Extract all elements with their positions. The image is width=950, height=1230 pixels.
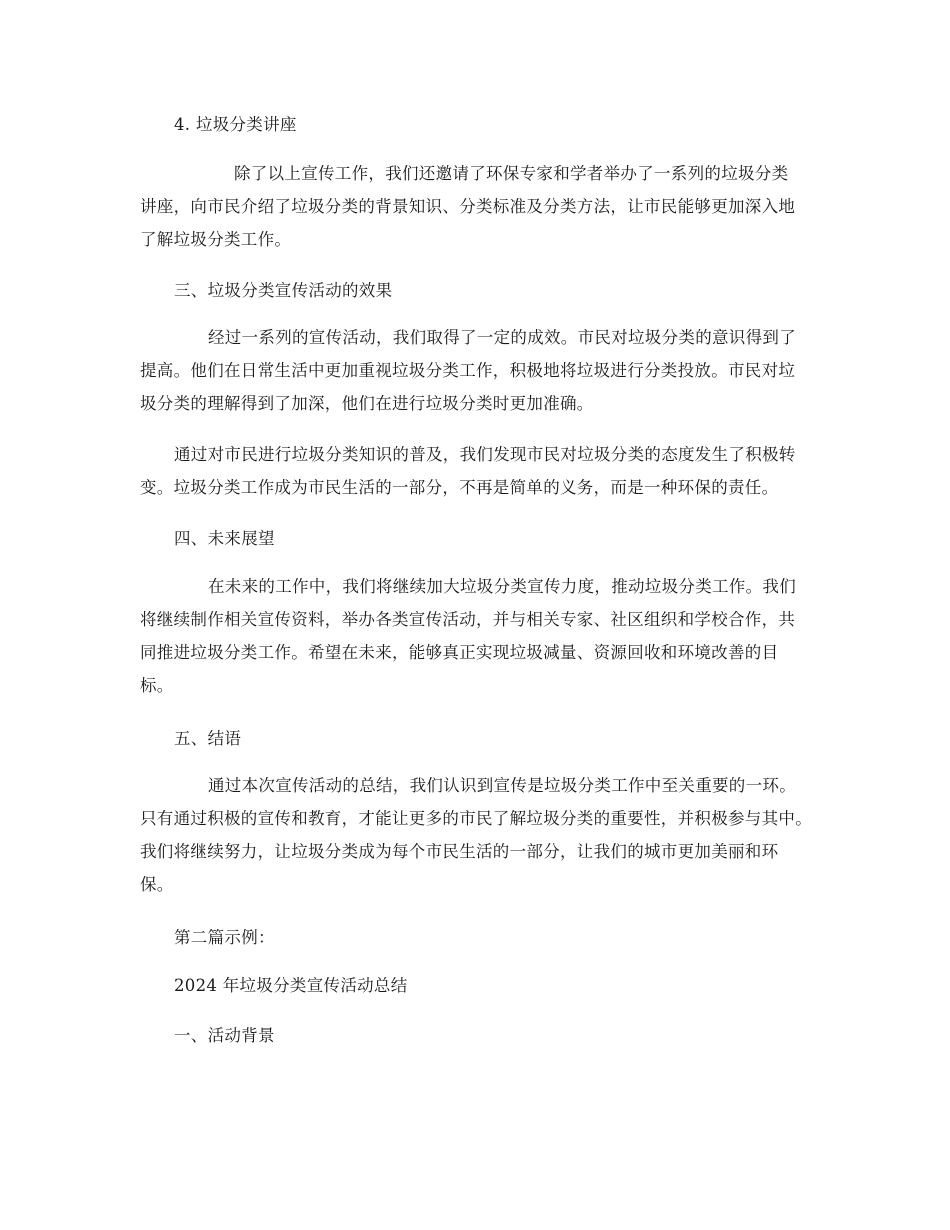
paragraph-line: 标。 [140, 676, 174, 695]
paragraph-effect-1 [140, 321, 840, 420]
section-heading-effect [140, 274, 840, 307]
paragraph-lecture [140, 157, 840, 256]
paragraph-line: 经过一系列的宣传活动，我们取得了一定的成效。市民对垃圾分类的意识得到了 [208, 328, 796, 347]
section-heading-future [140, 522, 840, 555]
second-title [140, 969, 840, 1002]
paragraph-line: 将继续制作相关宣传资料，举办各类宣传活动，并与相关专家、社区组织和学校合作，共 [140, 610, 796, 629]
paragraph-line: 在未来的工作中，我们将继续加大垃圾分类宣传力度，推动垃圾分类工作。我们 [208, 577, 796, 596]
paragraph-line: 了解垃圾分类工作。 [140, 230, 292, 249]
section-heading-conclusion [140, 722, 840, 755]
paragraph-line: 保。 [140, 875, 174, 894]
paragraph-conclusion [140, 769, 840, 901]
heading-text: 一、活动背景 [174, 1026, 275, 1045]
label-text: 第二篇示例： [174, 928, 275, 947]
paragraph-line: 提高。他们在日常生活中更加重视垃圾分类工作，积极地将垃圾进行分类投放。市民对垃 [140, 361, 796, 380]
paragraph-line: 通过对市民进行垃圾分类知识的普及，我们发现市民对垃圾分类的态度发生了积极转 [174, 445, 796, 464]
section-heading-background [140, 1019, 840, 1052]
second-example-label [140, 921, 840, 954]
paragraph-line: 讲座，向市民介绍了垃圾分类的背景知识、分类标准及分类方法，让市民能够更加深入地 [140, 197, 796, 216]
heading-text: 4. 垃圾分类讲座 [174, 115, 297, 134]
paragraph-line: 我们将继续努力，让垃圾分类成为每个市民生活的一部分，让我们的城市更加美丽和环 [140, 842, 779, 861]
paragraph-line: 圾分类的理解得到了加深，他们在进行垃圾分类时更加准确。 [140, 394, 594, 413]
section-heading-lecture [140, 108, 840, 141]
title-text: 2024 年垃圾分类宣传活动总结 [174, 976, 408, 995]
paragraph-line: 除了以上宣传工作，我们还邀请了环保专家和学者举办了一系列的垃圾分类 [234, 164, 789, 183]
heading-text: 三、垃圾分类宣传活动的效果 [174, 281, 393, 300]
paragraph-line: 变。垃圾分类工作成为市民生活的一部分，不再是简单的义务，而是一种环保的责任。 [140, 478, 779, 497]
heading-text: 五、结语 [174, 729, 242, 748]
paragraph-line: 只有通过积极的宣传和教育，才能让更多的市民了解垃圾分类的重要性，并积极参与其中。 [140, 809, 812, 828]
paragraph-future [140, 570, 840, 702]
paragraph-line: 通过本次宣传活动的总结，我们认识到宣传是垃圾分类工作中至关重要的一环。 [208, 776, 796, 795]
paragraph-line: 同推进垃圾分类工作。希望在未来，能够真正实现垃圾减量、资源回收和环境改善的目 [140, 643, 779, 662]
heading-text: 四、未来展望 [174, 529, 275, 548]
paragraph-effect-2 [140, 438, 840, 504]
